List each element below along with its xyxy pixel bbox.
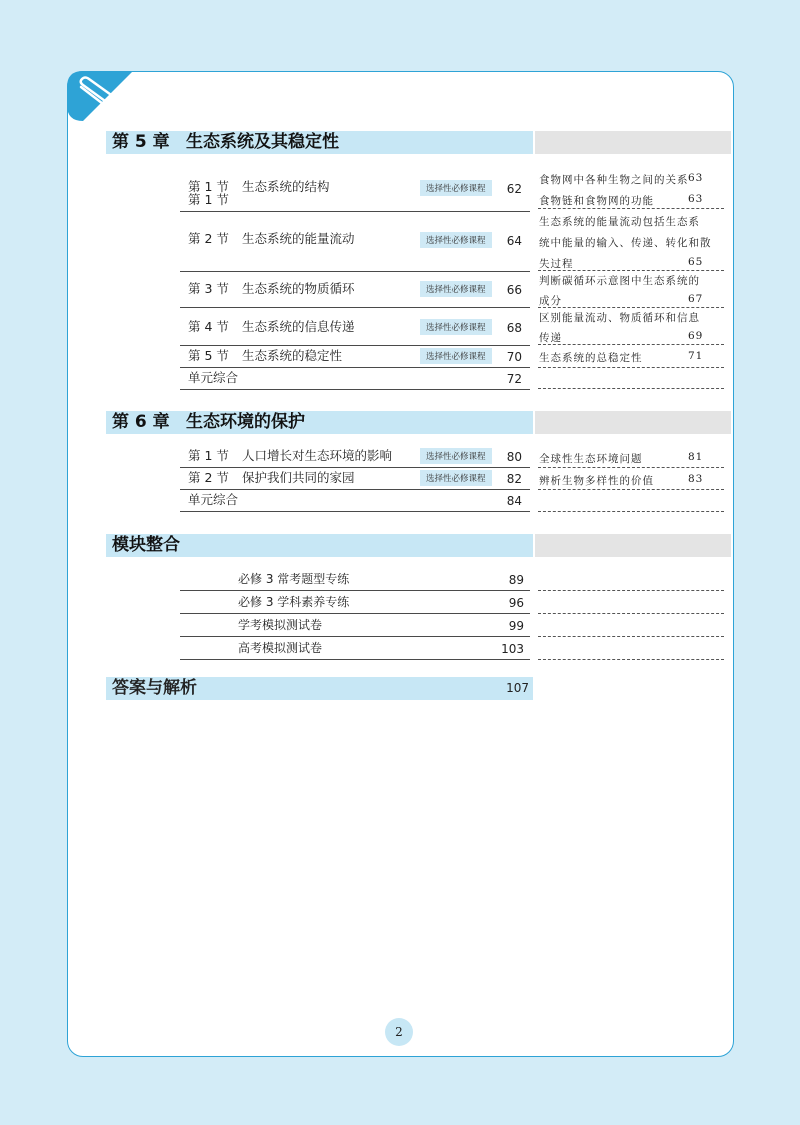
item-title: 高考模拟测试卷 bbox=[238, 641, 323, 655]
toc-row[interactable] bbox=[180, 368, 530, 390]
section-code: 第 1 节 bbox=[188, 179, 229, 194]
page-number-badge: 2 bbox=[385, 1018, 413, 1046]
topic-text: 成分 bbox=[539, 295, 562, 307]
chapter6-number: 第 6 章 bbox=[112, 412, 170, 432]
toc-row[interactable] bbox=[180, 212, 530, 272]
page-number: 84 bbox=[506, 494, 522, 508]
section-title: 保护我们共同的家园 bbox=[242, 470, 355, 485]
toc-row[interactable] bbox=[180, 272, 530, 308]
unit-title: 单元综合 bbox=[188, 492, 239, 507]
topic-text: 食物链和食物网的功能 bbox=[539, 195, 654, 207]
toc-row[interactable] bbox=[180, 614, 530, 637]
section-title: 生态系统的结构 bbox=[242, 179, 330, 194]
toc-row[interactable] bbox=[180, 170, 530, 212]
page-number: 64 bbox=[506, 234, 522, 248]
item-title: 必修 3 学科素养专练 bbox=[238, 595, 350, 609]
page-number: 89 bbox=[508, 573, 524, 587]
toc-row[interactable] bbox=[180, 346, 530, 368]
item-title: 学考模拟测试卷 bbox=[238, 618, 323, 632]
topic-page: 65 bbox=[688, 256, 704, 268]
page-number: 99 bbox=[508, 619, 524, 633]
course-tag: 选择性必修课程 bbox=[420, 232, 492, 248]
section-code: 第 1 节 bbox=[188, 448, 229, 463]
dashed-divider bbox=[538, 344, 724, 345]
topic-text: 辨析生物多样性的价值 bbox=[539, 475, 654, 487]
toc-row[interactable] bbox=[180, 591, 530, 614]
dashed-divider bbox=[538, 367, 724, 368]
page-number: 66 bbox=[506, 283, 522, 297]
answers-band[interactable] bbox=[106, 677, 533, 700]
chapter5-number: 第 5 章 bbox=[112, 132, 170, 152]
dashed-divider bbox=[538, 511, 724, 512]
dashed-divider bbox=[538, 590, 724, 591]
section-code: 第 4 节 bbox=[188, 319, 229, 334]
dashed-divider bbox=[538, 636, 724, 637]
page-number: 72 bbox=[506, 372, 522, 386]
page-number: 96 bbox=[508, 596, 524, 610]
page-number: 107 bbox=[506, 681, 529, 695]
topic-page: 69 bbox=[688, 330, 704, 342]
toc-row[interactable] bbox=[180, 308, 530, 346]
chapter6-side-band bbox=[535, 411, 731, 434]
section-code: 第 1 节 bbox=[188, 192, 229, 207]
topic-page: 63 bbox=[688, 193, 704, 205]
dashed-divider bbox=[538, 270, 724, 271]
dashed-divider bbox=[538, 659, 724, 660]
section-code: 第 2 节 bbox=[188, 231, 229, 246]
topic-page: 81 bbox=[688, 451, 704, 463]
toc-row[interactable] bbox=[180, 490, 530, 512]
course-tag: 选择性必修课程 bbox=[420, 319, 492, 335]
page-number: 82 bbox=[506, 472, 522, 486]
toc-row[interactable] bbox=[180, 468, 530, 490]
topic-page: 83 bbox=[688, 473, 704, 485]
section-title: 生态系统的稳定性 bbox=[242, 348, 343, 363]
topic-text: 全球性生态环境问题 bbox=[539, 453, 643, 465]
chapter5-title: 生态系统及其稳定性 bbox=[186, 132, 339, 152]
section-code: 第 2 节 bbox=[188, 470, 229, 485]
toc-row[interactable] bbox=[180, 446, 530, 468]
paperclip-icon bbox=[67, 71, 133, 121]
page-number: 62 bbox=[506, 182, 522, 196]
section-code: 第 5 节 bbox=[188, 348, 229, 363]
topic-page: 67 bbox=[688, 293, 704, 305]
topic-text: 生态系统的总稳定性 bbox=[539, 352, 643, 364]
toc-row[interactable] bbox=[180, 568, 530, 591]
course-tag: 选择性必修课程 bbox=[420, 180, 492, 196]
answers-title: 答案与解析 bbox=[112, 678, 197, 698]
section-code: 第 3 节 bbox=[188, 281, 229, 296]
item-title: 必修 3 常考题型专练 bbox=[238, 572, 350, 586]
dashed-divider bbox=[538, 613, 724, 614]
page-number: 68 bbox=[506, 321, 522, 335]
page-number: 103 bbox=[501, 642, 524, 656]
topic-page: 71 bbox=[688, 350, 704, 362]
course-tag: 选择性必修课程 bbox=[420, 348, 492, 364]
topic-text: 传递 bbox=[539, 332, 562, 344]
course-tag: 选择性必修课程 bbox=[420, 448, 492, 464]
chapter6-title: 生态环境的保护 bbox=[186, 412, 305, 432]
topic-text: 生态系统的能量流动包括生态系 bbox=[539, 216, 700, 228]
topic-text: 食物网中各种生物之间的关系 bbox=[539, 174, 689, 186]
unit-title: 单元综合 bbox=[188, 370, 239, 385]
topic-text: 统中能量的输入、传递、转化和散 bbox=[539, 237, 712, 249]
toc-row[interactable] bbox=[180, 637, 530, 660]
topic-text: 区别能量流动、物质循环和信息 bbox=[539, 312, 700, 324]
dashed-divider bbox=[538, 467, 724, 468]
module-heading[interactable]: 模块整合 bbox=[112, 535, 180, 555]
dashed-divider bbox=[538, 208, 724, 209]
section-title: 生态系统的能量流动 bbox=[242, 231, 355, 246]
dashed-divider bbox=[538, 388, 724, 389]
chapter6-heading[interactable] bbox=[112, 411, 305, 434]
module-side-band bbox=[535, 534, 731, 557]
course-tag: 选择性必修课程 bbox=[420, 281, 492, 297]
dashed-divider bbox=[538, 307, 724, 308]
topic-text: 失过程 bbox=[539, 258, 574, 270]
course-tag: 选择性必修课程 bbox=[420, 470, 492, 486]
topic-page: 63 bbox=[688, 172, 704, 184]
page-number: 70 bbox=[506, 350, 522, 364]
section-title: 生态系统的信息传递 bbox=[242, 319, 355, 334]
dashed-divider bbox=[538, 489, 724, 490]
section-title: 生态系统的物质循环 bbox=[242, 281, 355, 296]
page-number: 80 bbox=[506, 450, 522, 464]
topic-text: 判断碳循环示意图中生态系统的 bbox=[539, 275, 700, 287]
section-title: 人口增长对生态环境的影响 bbox=[242, 448, 393, 463]
chapter5-side-band bbox=[535, 131, 731, 154]
chapter5-heading[interactable] bbox=[112, 131, 339, 154]
